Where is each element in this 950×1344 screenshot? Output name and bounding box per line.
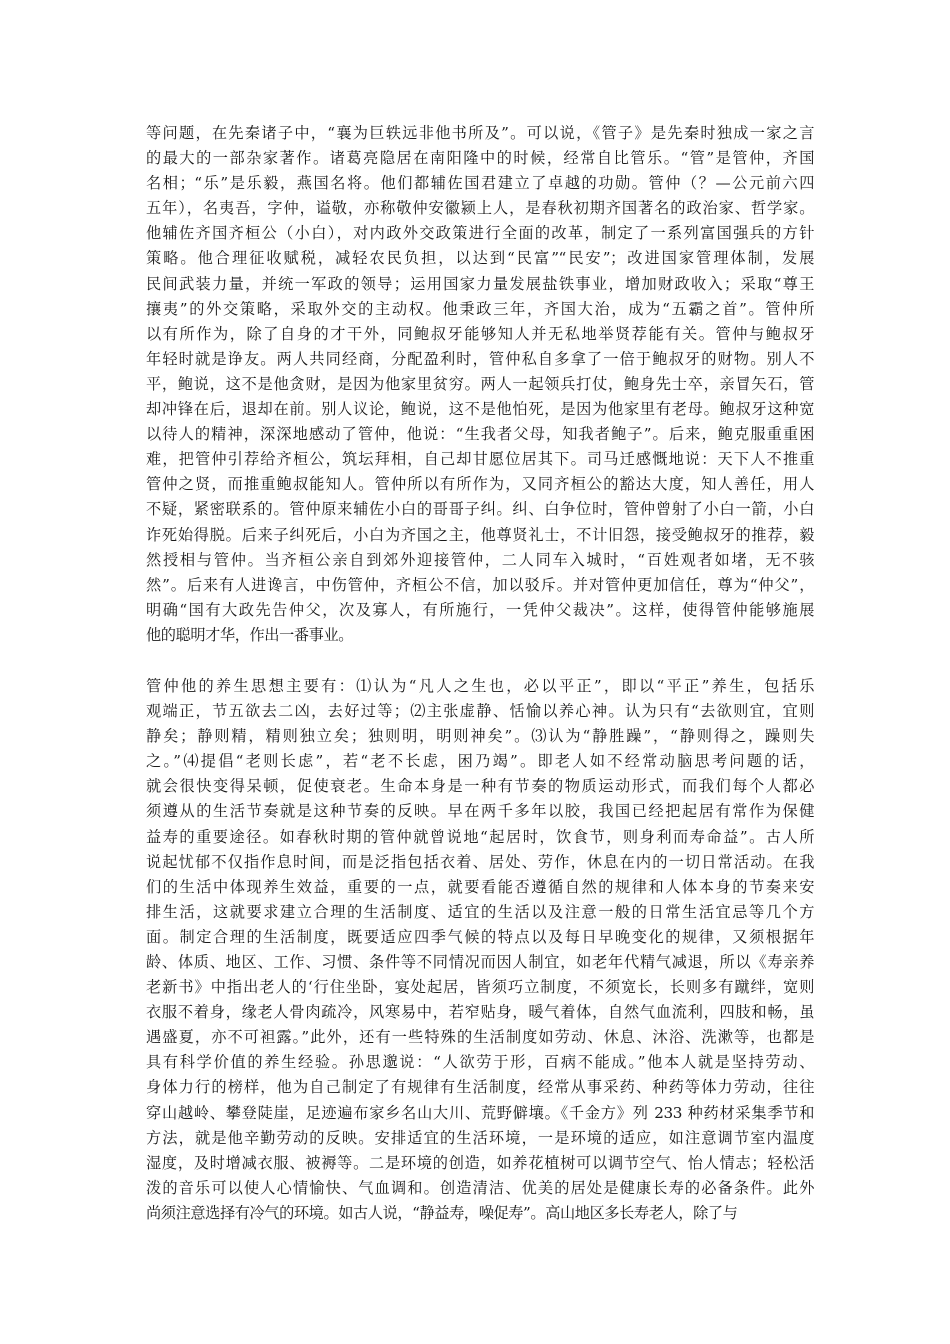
text-line: 等问题，在先秦诸子中，“襄为巨轶远非他书所及”。可以说，《管子》是先秦时独成一家之言: [146, 124, 814, 142]
text-line: 年轻时就是诤友。两人共同经商，分配盈利时，管仲私自多拿了一倍于鲍叔牙的财物。别人不: [146, 349, 814, 368]
text-line: 他辅佐齐国齐桓公（小白），对内政外交政策进行全面的改革，制定了一系列富国强兵的方针: [146, 224, 814, 243]
text-line: 泼的音乐可以使人心情愉快、气血调和。创造清洁、优美的居处是健康长寿的必备条件。此外: [146, 1178, 814, 1197]
text-line: 以有所作为，除了自身的才干外，同鲍叔牙能够知人并无私地举贤荐能有关。管仲与鲍叔牙: [146, 324, 814, 343]
text-line: 五年），名夷吾，字仲，谥敬，亦称敬仲安徽颍上人，是春秋初期齐国著名的政治家、哲学家。: [146, 199, 814, 218]
text-line: 名相；“乐”是乐毅，燕国名将。他们都辅佐国君建立了卓越的功勋。管仲（？—公元前六四: [146, 174, 814, 193]
text-line: 静矣；静则精，精则独立矣；独则明，明则神矣”。⑶认为“静胜躁”，“静则得之，躁则失: [146, 727, 814, 746]
text-line: 却冲锋在后，退却在前。别人议论，鲍说，这不是他怕死，是因为他家里有老母。鲍叔牙这种宽: [146, 400, 814, 419]
text-line: 民间武装力量，并统一军政的领导；运用国家力量发展盐铁事业，增加财政收入；采取“尊王: [146, 274, 814, 293]
text-line: 具有科学价值的养生经验。孙思邈说：“人欲劳于形，百病不能成。”他本人就是坚持劳动、: [146, 1053, 814, 1072]
text-line: 们的生活中体现养生效益，重要的一点，就要看能否遵循自然的规律和人体本身的节奏来安: [146, 877, 814, 896]
text-line: 须遵从的生活节奏就是这种节奏的反映。早在两千多年以胶，我国已经把起居有常作为保健: [146, 802, 814, 821]
text-line: 方法，就是他辛勤劳动的反映。安排适宜的生活环境，一是环境的适应，如注意调节室内温度: [146, 1128, 814, 1147]
text-line: 说起忧郁不仅指作息时间，而是泛指包括衣着、居处、劳作，休息在内的一切日常活动。在我: [146, 852, 814, 871]
paragraph-health-thoughts: [146, 674, 814, 1226]
text-line: 以待人的精神，深深地感动了管仲，他说：“生我者父母，知我者鲍子”。后来，鲍克服重重困: [146, 425, 814, 444]
text-line: 尚须注意选择有冷气的环境。如古人说，“静益寿，噪促寿”。高山地区多长寿老人，除了与: [146, 1203, 738, 1222]
text-line: 老新书》中指出老人的‘行住坐卧，宴处起居，皆须巧立制度，不须宽长，长则多有蹴绊，宽则: [146, 978, 814, 997]
text-line: 就会很快变得呆顿，促使衰老。生命本身是一种有节奏的物质运动形式，而我们每个人都必: [146, 777, 814, 796]
text-line: 穿山越岭、攀登陡崖，足迹遍布家乡名山大川、荒野僻壤。《千金方》列 233 种药材采集季节和: [146, 1103, 814, 1122]
text-line: 明确“国有大政先告仲父，次及寡人，有所施行，一凭仲父裁决”。这样，使得管仲能够施展: [146, 600, 814, 619]
text-line: 之。”⑷提倡“老则长虑”，若“老不长虑，困乃竭”。即老人如不经常动脑思考问题的话，: [146, 752, 814, 771]
text-line: 湿度，及时增减衣服、被褥等。二是环境的创造，如养花植树可以调节空气、怡人情志；轻松活: [146, 1153, 814, 1172]
text-line: 管仲他的养生思想主要有：⑴认为“凡人之生也，必以平正”，即以“平正”养生，包括乐: [146, 676, 814, 695]
text-line: 衣服不着身，缘老人骨肉疏冷，风寒易中，若窄贴身，暖气着体，自然气血流利，四肢和畅，虽: [146, 1003, 814, 1022]
text-line: 的最大的一部杂家著作。诸葛亮隐居在南阳隆中的时候，经常自比管乐。“管”是管仲，齐国: [146, 149, 814, 168]
text-line: 排生活，这就要求建立合理的生活制度、适宜的生活以及注意一般的日常生活宜忌等几个方: [146, 902, 814, 921]
text-line: 攘夷”的外交策略，采取外交的主动权。他秉政三年，齐国大治，成为“五霸之首”。管仲所: [146, 299, 814, 318]
text-line: 策略。他合理征收赋税，减轻农民负担，以达到“民富”“民安”；改进国家管理体制，发展: [146, 249, 814, 268]
text-line: 遇盛夏，亦不可袒露。”此外，还有一些特殊的生活制度如劳动、休息、沐浴、洗漱等，也都是: [146, 1028, 814, 1047]
paragraph-guan-zhong-biography: [146, 121, 814, 648]
text-line: 然授相与管仲。当齐桓公亲自到郊外迎接管仲，二人同车入城时，“百姓观者如堵，无不骇: [146, 550, 814, 569]
text-line: 诈死始得脱。后来子纠死后，小白为齐国之主，他尊贤礼士，不计旧怨，接受鲍叔牙的推荐，毅: [146, 525, 814, 544]
text-line: 益寿的重要途径。如春秋时期的管仲就曾说地“起居时，饮食节，则身利而寿命益”。古人所: [146, 827, 814, 846]
text-line: 身体力行的榜样，他为自己制定了有规律有生活制度，经常从事采药、种药等体力劳动，往往: [146, 1078, 814, 1097]
text-line: 然”。后来有人进谗言，中伤管仲，齐桓公不信，加以驳斥。并对管仲更加信任，尊为“仲父”，: [146, 575, 814, 594]
paragraph-gap: [146, 648, 814, 674]
text-line: 观端正，节五欲去二凶，去好过等；⑵主张虚静、恬愉以养心神。认为只有“去欲则宜，宜则: [146, 702, 814, 721]
text-line: 管仲之贤，而推重鲍叔能知人。管仲所以有所作为，又同齐桓公的豁达大度，知人善任，用人: [146, 475, 814, 494]
document-body: [146, 121, 814, 1226]
text-line: 他的聪明才华，作出一番事业。: [146, 625, 354, 644]
text-line: 难，把管仲引荐给齐桓公，筑坛拜相，自己却甘愿位居其下。司马迁感慨地说：天下人不推重: [146, 450, 814, 469]
text-line: 不疑，紧密联系的。管仲原来辅佐小白的哥哥子纠。纠、白争位时，管仲曾射了小白一箭，小白: [146, 500, 814, 519]
text-line: 面。制定合理的生活制度，既要适应四季气候的特点以及每日早晚变化的规律，又须根据年: [146, 927, 814, 946]
text-line: 龄、体质、地区、工作、习惯、条件等不同情况而因人制宜，如老年代精气减退，所以《寿亲养: [146, 953, 814, 971]
text-line: 平，鲍说，这不是他贪财，是因为他家里贫穷。两人一起领兵打仗，鲍身先士卒，亲冒矢石，管: [146, 374, 814, 393]
